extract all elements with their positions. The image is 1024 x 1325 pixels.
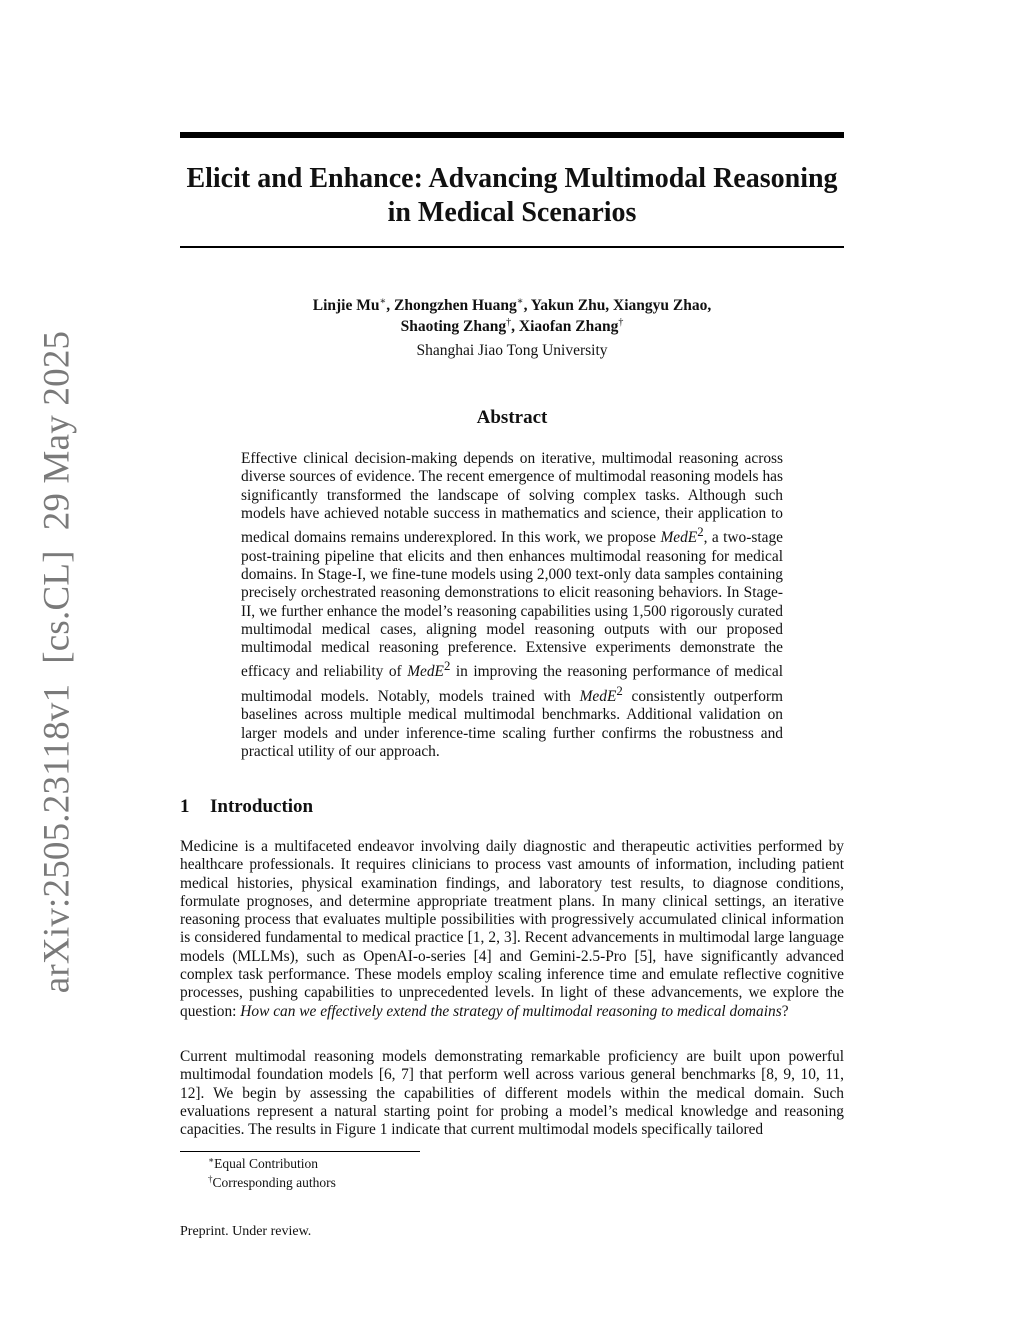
arxiv-category: [cs.CL] [36, 550, 78, 664]
author-list [160, 295, 864, 337]
affiliation: Shanghai Jiao Tong University [416, 342, 608, 359]
author-line-2: Shaoting Zhang†, Xiaofan Zhang† [400, 317, 624, 335]
title-line-1: Elicit and Enhance: Advancing Multimodal Reasoning [186, 163, 838, 194]
method-name: MedE [407, 663, 444, 681]
arxiv-watermark [36, 331, 79, 993]
method-name: MedE [579, 687, 617, 705]
section-heading-introduction [180, 796, 313, 818]
arxiv-date: 29 May 2025 [36, 330, 78, 531]
abstract-heading: Abstract [476, 407, 548, 428]
section-title: Introduction [210, 796, 314, 817]
footnote-corresponding: †Corresponding authors [208, 1174, 336, 1190]
title-line-2: in Medical Scenarios [387, 197, 637, 228]
footnote-rule [180, 1151, 420, 1152]
method-name: MedE [660, 529, 698, 547]
title-bottom-rule [180, 246, 844, 248]
title-top-rule [180, 132, 844, 138]
intro-paragraph-2: Current multimodal reasoning models demonstrating remarkable proficiency are built upon powerful multimodal foundation models [6, 7] that perform well across various general benchmarks [8, 9, 10, 11, 12]. We begin by assessing the capabilities of different models within the medical domain. Such evaluations represent a natural starting point for probing a model’s medical knowledge and reasoning capacities. The results in Figure 1 indicate that current multimodal models specifically tailored [180, 1048, 844, 1139]
footnote-equal-contribution: ∗Equal Contribution [208, 1155, 318, 1171]
arxiv-id: arXiv:2505.23118v1 [36, 683, 78, 994]
preprint-notice: Preprint. Under review. [180, 1224, 312, 1239]
abstract-body: Effective clinical decision-making depends on iterative, multimodal reasoning across diverse sources of evidence. The recent emergence of multimodal reasoning models has significantly transformed the landscape of solving complex tasks. Although such models have achieved notable success in mathematics and science, their application to medical domains remains underexplored. In this work, we propose MedE$^2$, a two-stage post-training pipeline that elicits and then enhances multimodal reasoning for medical domains. In Stage-I, we fine-tune models using 2,000 text-only data samples containing precisely orchestrated reasoning demonstrations to elicit reasoning behaviors. In Stage-II, we further enhance the model’s reasoning capabilities using 1,500 rigorously curated multimodal medical cases, aligning model reasoning outputs with our proposed multimodal medical reasoning preference. Extensive experiments demonstrate the efficacy and reliability of MedE$^2$ in improving the reasoning performance of medical multimodal models. Notably, models trained with MedE$^2$ consistently outperform baselines across multiple medical multimodal benchmarks. Additional validation on larger models and under inference-time scaling further confirms the robustness and practical utility of our approach. [241, 450, 783, 760]
section-number: 1 [180, 796, 190, 817]
author-line-1: Linjie Mu∗, Zhongzhen Huang∗, Yakun Zhu, Xiangyu Zhao, [312, 296, 712, 314]
paper-title [160, 162, 864, 230]
intro-paragraph-1: Medicine is a multifaceted endeavor involving daily diagnostic and therapeutic activities performed by healthcare professionals. It requires clinicians to process vast amounts of information, including patient medical histories, physical examination findings, and laboratory test results, to diagnose conditions, formulate prognoses, and determine appropriate treatment plans. In many clinical settings, an iterative reasoning process that evaluates multiple possibilities with progressively accumulated clinical information is considered fundamental to medical practice [1, 2, 3]. Recent advancements in multimodal large language models (MLLMs), such as OpenAI-o-series [4] and Gemini-2.5-Pro [5], have significantly advanced complex task performance. These models employ scaling inference time and emulate reflective cognitive processes, pushing capabilities to unprecedented levels. In light of these advancements, we explore the question: How can we effectively extend the strategy of multimodal reasoning to medical domains? [180, 838, 844, 1020]
